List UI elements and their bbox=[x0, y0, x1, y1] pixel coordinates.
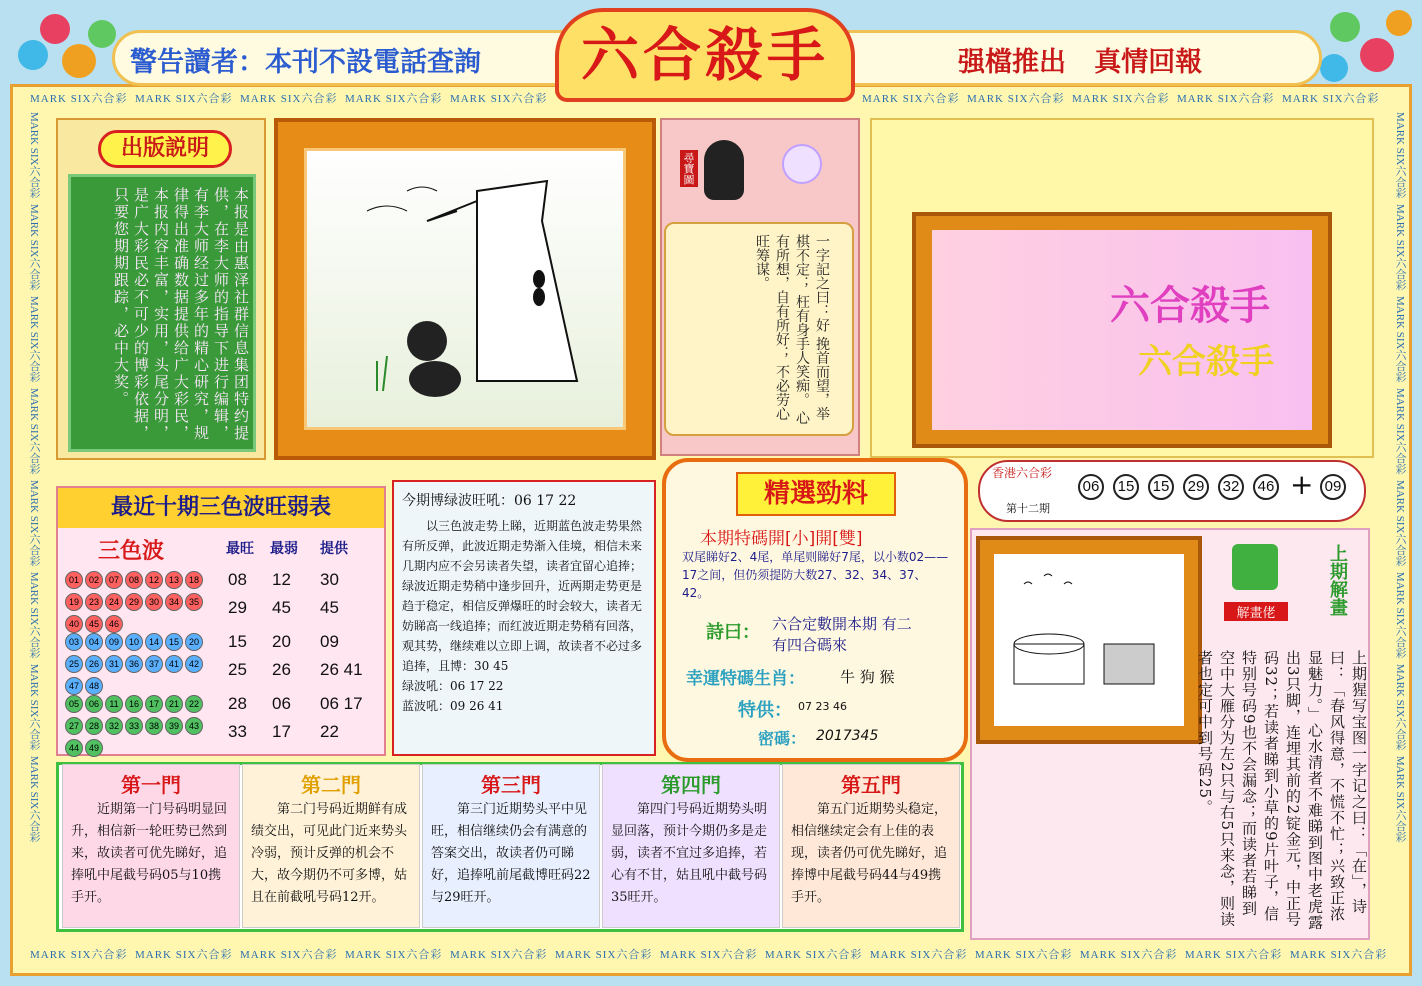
number-ball: 12 bbox=[145, 571, 163, 589]
wave-balls-blue bbox=[64, 630, 218, 696]
border-strip-left: MARK SIX六合彩 MARK SIX六合彩 MARK SIX六合彩 MARK SIX六合彩 MARK SIX六合彩 MARK SIX六合彩 MARK SIX六合彩 MARK SIX六合彩 bbox=[28, 112, 40, 843]
table-cell-give: 22 bbox=[320, 722, 339, 741]
poster-panel bbox=[870, 118, 1374, 458]
draw-result-box bbox=[978, 460, 1366, 522]
border-strip-top-left: MARK SIX六合彩 MARK SIX六合彩 MARK SIX六合彩 MARK SIX六合彩 MARK SIX六合彩 bbox=[30, 93, 548, 105]
treasure-riddle-text: 一字記之曰：好 挽首而望，举棋不定； 枉有身手人笑痴。 心有所想，自有所好； 不必劳心旺筹谋。 bbox=[754, 234, 830, 425]
number-ball: 17 bbox=[145, 695, 163, 713]
slogan-left: 强檔推出 bbox=[958, 47, 1066, 78]
gate-card bbox=[602, 764, 780, 928]
number-ball: 07 bbox=[105, 571, 123, 589]
number-ball: 09 bbox=[105, 633, 123, 651]
result-issue: 第十二期 bbox=[1006, 502, 1050, 515]
number-ball: 10 bbox=[125, 633, 143, 651]
result-ball: 06 bbox=[1078, 474, 1104, 500]
special-numbers: 07 23 46 bbox=[798, 700, 847, 713]
number-ball: 30 bbox=[145, 593, 163, 611]
tree-monkey-drawing bbox=[307, 151, 623, 427]
riddle-badge-icon bbox=[1232, 544, 1278, 590]
publication-note-title: 出版説明 bbox=[98, 130, 232, 168]
table-cell-min: 26 bbox=[272, 660, 291, 679]
number-ball: 25 bbox=[65, 655, 83, 673]
number-ball: 37 bbox=[145, 655, 163, 673]
number-ball: 18 bbox=[185, 571, 203, 589]
green-wave-text: 以三色波走势上睇，近期蓝色波走势果然有所反弹，此波近期走势渐入佳境，相信未来几期内应不会另读者失望，读者宜留心追捧；绿波近期走势稍中逢步回升，近两期走势更是趋于稳定，相信反弹爆旺的时会较大，读者无妨睇高一线追捧；而红波近期走势稍有回落，观其势，继续难以立即上调，故读者不必过多追捧，且博：30 45 绿波吼：06 17 22 蓝波吼：09 26 41 bbox=[402, 516, 652, 716]
publication-note-panel bbox=[56, 118, 266, 460]
number-ball: 33 bbox=[125, 717, 143, 735]
number-ball: 31 bbox=[105, 655, 123, 673]
result-ball: 46 bbox=[1253, 474, 1279, 500]
gate-title: 第五門 bbox=[841, 773, 901, 797]
number-ball: 01 bbox=[65, 571, 83, 589]
gate-text: 第四门号码近期势头明显回落，预计今期仍多是走弱，读者不宜过多追捧，若心有不甘，姑且吼中截号码35旺开。 bbox=[611, 802, 768, 905]
special-code-line: 本期特碼開[小]開[雙] bbox=[700, 529, 863, 549]
wave-balls-green bbox=[64, 692, 218, 758]
gate-text: 第二门号码近期鲜有成绩交出，可见此门近来势头冷弱，预计反弹的机会不大，故今期仍不可多博，姑且在前截吼号码12开。 bbox=[251, 802, 408, 905]
number-ball: 28 bbox=[85, 717, 103, 735]
table-cell-give: 26 41 bbox=[320, 660, 363, 679]
table-cell-max: 25 bbox=[228, 660, 247, 679]
table-cell-max: 28 bbox=[228, 694, 247, 713]
riddle-badge: 解畫佬 bbox=[1224, 602, 1288, 621]
number-ball: 02 bbox=[85, 571, 103, 589]
slogan-right: 真情回報 bbox=[1094, 47, 1203, 78]
table-cell-min: 45 bbox=[272, 598, 291, 617]
number-ball: 08 bbox=[125, 571, 143, 589]
balloon-decoration bbox=[1330, 12, 1360, 42]
number-ball: 06 bbox=[85, 695, 103, 713]
gate-title: 第二門 bbox=[301, 773, 361, 797]
number-ball: 16 bbox=[125, 695, 143, 713]
number-ball: 21 bbox=[165, 695, 183, 713]
pot-of-gold-icon bbox=[704, 140, 744, 200]
number-ball: 05 bbox=[65, 695, 83, 713]
number-ball: 20 bbox=[185, 633, 203, 651]
number-ball: 03 bbox=[65, 633, 83, 651]
code-label: 密碼： bbox=[758, 729, 807, 748]
number-ball: 47 bbox=[65, 677, 83, 695]
table-cell-min: 06 bbox=[272, 694, 291, 713]
number-ball: 14 bbox=[145, 633, 163, 651]
number-ball: 32 bbox=[105, 717, 123, 735]
border-strip-right: MARK SIX六合彩 MARK SIX六合彩 MARK SIX六合彩 MARK SIX六合彩 MARK SIX六合彩 MARK SIX六合彩 MARK SIX六合彩 MARK SIX六合彩 bbox=[1394, 112, 1406, 843]
table-header-wave: 三色波 bbox=[98, 539, 165, 564]
slogan bbox=[958, 40, 1202, 79]
tail-tip-text: 双尾睇好2、4尾，单尾则睇好7尾，以小数02——17之间，但仍须提防大数27、32、34、37、42。 bbox=[682, 550, 949, 600]
number-ball: 24 bbox=[105, 593, 123, 611]
number-ball: 48 bbox=[85, 677, 103, 695]
table-cell-give: 09 bbox=[320, 632, 339, 651]
balloon-decoration bbox=[18, 40, 48, 70]
balloon-decoration bbox=[1386, 10, 1412, 36]
poem-label: 詩曰： bbox=[706, 622, 760, 643]
balloon-decoration bbox=[62, 44, 96, 78]
number-ball: 15 bbox=[165, 633, 183, 651]
gate-text: 第三门近期势头平中见旺，相信继续仍会有满意的答案交出，故读者仍可睇好，追捧吼前尾截博旺码22与29旺开。 bbox=[431, 802, 591, 905]
warning-text: 警告讀者：本刊不設電話查詢 bbox=[130, 47, 481, 78]
table-cell-max: 29 bbox=[228, 598, 247, 617]
balloon-decoration bbox=[1320, 54, 1348, 82]
code-value: 2017345 bbox=[816, 728, 879, 744]
balloon-decoration bbox=[1360, 38, 1394, 72]
table-title: 最近十期三色波旺弱表 bbox=[58, 488, 384, 528]
result-brand: 香港六合彩 bbox=[992, 466, 1053, 480]
result-plus: + bbox=[1290, 468, 1314, 501]
selected-title: 精選勁料 bbox=[736, 472, 896, 516]
gate-title: 第四門 bbox=[661, 773, 721, 797]
number-ball: 42 bbox=[185, 655, 203, 673]
publication-note-text: 本报是由惠泽社群信息集团特约提供，在李大师的指导下进行编辑，有李大师经过多年的精心研究，规律得出准确数据提供给广大彩民，本报内容丰富，实用，头尾分明，是广大彩民必不可少的博彩依据，只要您期期跟踪，必中大奖。 bbox=[112, 187, 250, 442]
number-ball: 34 bbox=[165, 593, 183, 611]
table-cell-max: 33 bbox=[228, 722, 247, 741]
number-ball: 36 bbox=[125, 655, 143, 673]
lucky-zodiac: 牛 狗 猴 bbox=[840, 668, 895, 686]
blue-wave-numbers: 蓝波吼：09 26 41 bbox=[402, 699, 504, 713]
riddle-picture bbox=[304, 148, 626, 430]
treasure-scroll bbox=[664, 222, 854, 436]
poster-text-1: 六合殺手 bbox=[1110, 282, 1270, 329]
number-ball: 39 bbox=[165, 717, 183, 735]
result-ball: 15 bbox=[1113, 474, 1139, 500]
riddle-picture-frame bbox=[274, 118, 656, 460]
number-ball: 04 bbox=[85, 633, 103, 651]
number-ball: 45 bbox=[85, 615, 103, 633]
crystal-ball-icon bbox=[782, 144, 822, 184]
gate-card bbox=[242, 764, 420, 928]
poem-text: 六合定數開本期 有二有四合碼來 bbox=[772, 615, 912, 654]
table-cell-give: 06 17 bbox=[320, 694, 363, 713]
masthead-logo: 六合殺手 bbox=[555, 8, 855, 102]
table-cell-min: 12 bbox=[272, 570, 291, 589]
wave-balls-red bbox=[64, 568, 218, 634]
result-special-ball: 09 bbox=[1320, 474, 1346, 500]
publication-note-box bbox=[68, 174, 256, 452]
special-label: 特供： bbox=[738, 700, 792, 721]
selected-tips-panel bbox=[662, 458, 968, 762]
green-wave-numbers: 绿波吼：06 17 22 bbox=[402, 679, 504, 693]
table-cell-min: 20 bbox=[272, 632, 291, 651]
number-ball: 19 bbox=[65, 593, 83, 611]
number-ball: 41 bbox=[165, 655, 183, 673]
green-wave-panel bbox=[392, 480, 656, 756]
result-ball: 32 bbox=[1218, 474, 1244, 500]
result-ball: 29 bbox=[1183, 474, 1209, 500]
wave-strength-table bbox=[56, 486, 386, 756]
number-ball: 43 bbox=[185, 717, 203, 735]
number-ball: 26 bbox=[85, 655, 103, 673]
number-ball: 29 bbox=[125, 593, 143, 611]
gate-text: 第五门近期势头稳定，相信继续定会有上佳的表现，读者仍可优先睇好，追捧博中尾截号码44与49携手开。 bbox=[791, 802, 948, 905]
riddle-title: 上期解畫 bbox=[1327, 544, 1348, 616]
number-ball: 35 bbox=[185, 593, 203, 611]
gate-text: 近期第一门号码明显回升，相信新一轮旺势已然到来，故读者可优先睇好，追捧吼中尾截号码05与10携手开。 bbox=[71, 802, 228, 905]
table-cell-max: 08 bbox=[228, 570, 247, 589]
table-cell-max: 15 bbox=[228, 632, 247, 651]
gate-title: 第一門 bbox=[121, 773, 181, 797]
poster-text-2: 六合殺手 bbox=[1138, 342, 1274, 382]
number-ball: 22 bbox=[185, 695, 203, 713]
gate-card bbox=[62, 764, 240, 928]
number-ball: 46 bbox=[105, 615, 123, 633]
table-header-max: 最旺 bbox=[226, 541, 254, 557]
border-strip-top-right: MARK SIX六合彩 MARK SIX六合彩 MARK SIX六合彩 MARK SIX六合彩 MARK SIX六合彩 bbox=[862, 93, 1380, 105]
number-ball: 13 bbox=[165, 571, 183, 589]
table-header-give: 提供 bbox=[320, 541, 348, 557]
table-cell-min: 17 bbox=[272, 722, 291, 741]
number-ball: 44 bbox=[65, 739, 83, 757]
gate-card bbox=[422, 764, 600, 928]
gate-card bbox=[782, 764, 960, 928]
balloon-decoration bbox=[88, 20, 116, 48]
balloon-decoration bbox=[40, 14, 70, 44]
number-ball: 38 bbox=[145, 717, 163, 735]
result-ball: 15 bbox=[1148, 474, 1174, 500]
green-wave-title: 今期博绿波旺吼：06 17 22 bbox=[402, 493, 577, 509]
table-cell-give: 30 bbox=[320, 570, 339, 589]
border-strip-bottom: MARK SIX六合彩 MARK SIX六合彩 MARK SIX六合彩 MARK SIX六合彩 MARK SIX六合彩 MARK SIX六合彩 MARK SIX六合彩 MARK SIX六合彩 MARK SIX六合彩 MARK SIX六合彩 MARK SIX六合彩 MARK SIX六合彩 MARK SIX六合彩 bbox=[30, 949, 1388, 961]
table-header-min: 最弱 bbox=[270, 541, 298, 557]
gate-title: 第三門 bbox=[481, 773, 541, 797]
number-ball: 11 bbox=[105, 695, 123, 713]
table-cell-give: 45 bbox=[320, 598, 339, 617]
lucky-label: 幸運特碼生肖： bbox=[686, 669, 805, 689]
number-ball: 40 bbox=[65, 615, 83, 633]
number-ball: 27 bbox=[65, 717, 83, 735]
treasure-map-label: 尋寶圖 bbox=[680, 150, 698, 187]
number-ball: 49 bbox=[85, 739, 103, 757]
number-ball: 23 bbox=[85, 593, 103, 611]
riddle-answer-text: 上期猩写宝图一字记之曰：「在」，诗曰：「春风得意，不慌不忙；兴致正浓显魅力。」心水清者不难睇到图中老虎露出3只脚，连埋其前的2锭金元，中正号码32；若读者睇到小草的9片叶子，信特别号码9也不会漏念；而读者若睇到空中大雁分为左2只与右5只来念，则读者也定可中到号码25。 bbox=[1196, 650, 1368, 931]
